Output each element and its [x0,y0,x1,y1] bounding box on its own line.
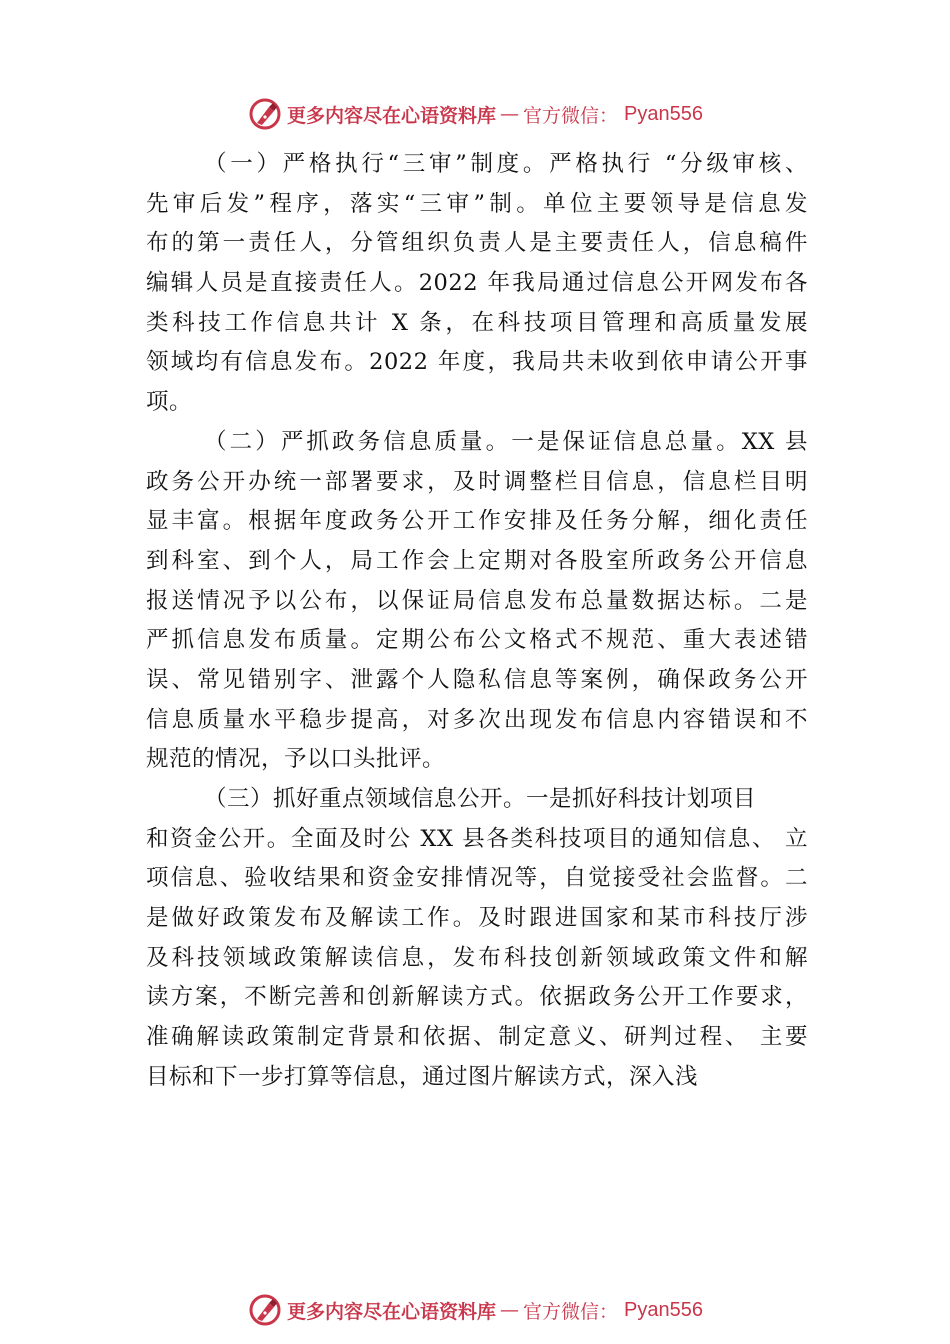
paragraph-line: 类科技工作信息共计 X 条，在科技项目管理和高质量发展 [146,309,808,336]
paragraph-3 [146,780,808,1098]
paragraph-line: 目标和下一步打算等信息，通过图片解读方式，深入浅 [146,1063,699,1090]
paragraph-line: 误、常见错别字、泄露个人隐私信息等案例，确保政务公开 [146,666,808,693]
document-body [146,145,808,1098]
paragraph-line: 报送情况予以公布，以保证局信息发布总量数据达标。二是 [146,587,808,614]
paragraph-line: 信息质量水平稳步提高，对多次出现发布信息内容错误和不 [146,706,808,733]
paragraph-line: （二）严抓政务信息质量。一是保证信息总量。XX 县 [204,428,808,455]
paragraph-line: 领域均有信息发布。2022 年度，我局共未收到依申请公开事 [146,349,808,376]
pen-nib-logo-icon [247,1292,283,1328]
paragraph-line: 项。 [146,389,193,416]
paragraph-line: 布的第一责任人，分管组织负责人是主要责任人，信息稿件 [146,230,808,257]
paragraph-line: 及科技领域政策解读信息，发布科技创新领域政策文件和解 [146,944,808,971]
paragraph-1 [146,145,808,423]
paragraph-line: 政务公开办统一部署要求，及时调整栏目信息，信息栏目明 [146,468,808,495]
footer-banner [0,1290,950,1330]
paragraph-line: 严抓信息发布质量。定期公布公文格式不规范、重大表述错 [146,627,808,654]
header-brand-text: 更多内容尽在心语资料库 [287,104,497,127]
paragraph-2 [146,423,808,780]
paragraph-line: 先审后发”程序，落实“三审”制。单位主要领导是信息发 [146,190,808,217]
footer-brand-text: 更多内容尽在心语资料库 [287,1300,497,1323]
header-dash: — [500,103,520,125]
paragraph-line: 编辑人员是直接责任人。2022 年我局通过信息公开网发布各 [146,270,808,297]
paragraph-line: 显丰富。根据年度政务公开工作安排及任务分解，细化责任 [146,508,808,535]
header-wechat-label: 官方微信： [523,104,619,127]
paragraph-line: （三）抓好重点领域信息公开。一是抓好科技计划项目 [204,786,757,812]
paragraph-line: 读方案，不断完善和创新解读方式。依据政务公开工作要求， [146,984,808,1011]
paragraph-line: 和资金公开。全面及时公 XX 县各类科技项目的通知信息、 立 [146,825,808,852]
paragraph-line: 准确解读政策制定背景和依据、制定意义、研判过程、 主要 [146,1024,808,1051]
paragraph-line: 项信息、验收结果和资金安排情况等，自觉接受社会监督。二 [146,865,808,892]
footer-wechat-label: 官方微信： [523,1300,619,1323]
footer-dash: — [500,1299,520,1321]
paragraph-line: 到科室、到个人，局工作会上定期对各股室所政务公开信息 [146,547,808,574]
pen-nib-logo-icon [247,96,283,132]
paragraph-line: （一）严格执行“三审”制度。严格执行 “分级审核、 [204,151,808,177]
paragraph-line: 规范的情况，予以口头批评。 [146,746,446,773]
paragraph-line: 是做好政策发布及解读工作。及时跟进国家和某市科技厅涉 [146,905,808,932]
footer-wechat-handle: Pyan556 [624,1298,703,1321]
header-wechat-handle: Pyan556 [624,102,703,125]
header-banner [0,94,950,134]
